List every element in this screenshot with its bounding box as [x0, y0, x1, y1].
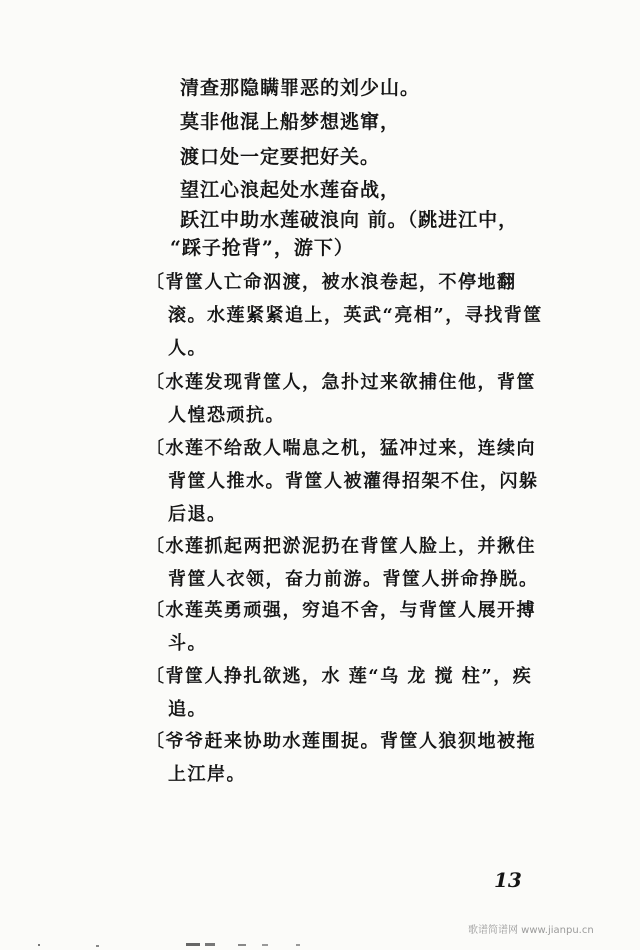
stage-direction [146, 366, 556, 432]
stage-direction-line: 〔水莲英勇顽强，穷追不舍，与背筐人展开搏 [146, 600, 536, 621]
stage-direction [146, 594, 556, 660]
stage-direction-line: 人惶恐顽抗。 [168, 405, 285, 426]
lyric-line: 莫非他混上船梦想逃窜， [180, 111, 401, 133]
lyric-line: 清查那隐瞒罪恶的刘少山。 [180, 77, 421, 99]
stage-direction [146, 660, 556, 726]
lyric-line: 望江心浪起处水莲奋战， [180, 179, 401, 201]
stage-direction [146, 266, 556, 365]
lyric-line: 跃江中助水莲破浪向 前。（跳进江中， [180, 209, 519, 231]
stage-direction-line: 〔水莲不给敌人喘息之机，猛冲过来，连续向 [146, 438, 536, 459]
lyric-line: 渡口处一定要把好关。 [180, 146, 381, 168]
stage-direction [146, 530, 556, 596]
stage-direction-line: 〔水莲发现背筐人，急扑过来欲捕住他，背筐 [146, 372, 536, 393]
stage-direction-line: 背筐人衣领，奋力前游。背筐人拼命挣脱。 [168, 569, 539, 590]
stage-direction-line: 滚。水莲紧紧追上，英武“亮相”，寻找背筐 [168, 305, 543, 326]
stage-direction-line: 后退。 [168, 504, 227, 525]
stage-direction-line: 上江岸。 [168, 764, 246, 785]
stage-direction [146, 432, 556, 531]
page-number: 13 [494, 868, 522, 892]
stage-direction-line: 〔背筐人挣扎欲逃，水 莲“乌 龙 搅 柱”，疾 [146, 666, 533, 687]
stage-direction [146, 725, 556, 791]
watermark: 歌谱简谱网 www.jianpu.cn [468, 925, 594, 936]
lyric-line: “踩子抢背”，游下） [170, 237, 354, 259]
stage-direction-line: 背筐人推水。背筐人被灌得招架不住，闪躲 [168, 471, 539, 492]
scan-specks [0, 936, 640, 950]
stage-direction-line: 〔背筐人亡命泅渡，被水浪卷起，不停地翻 [146, 272, 517, 293]
stage-direction-line: 追。 [168, 699, 207, 720]
stage-direction-line: 〔水莲抓起两把淤泥扔在背筐人脸上，并揪住 [146, 536, 536, 557]
stage-direction-line: 〔爷爷赶来协助水莲围捉。背筐人狼狈地被拖 [146, 731, 536, 752]
stage-direction-line: 斗。 [168, 633, 207, 654]
stage-direction-line: 人。 [168, 338, 207, 359]
